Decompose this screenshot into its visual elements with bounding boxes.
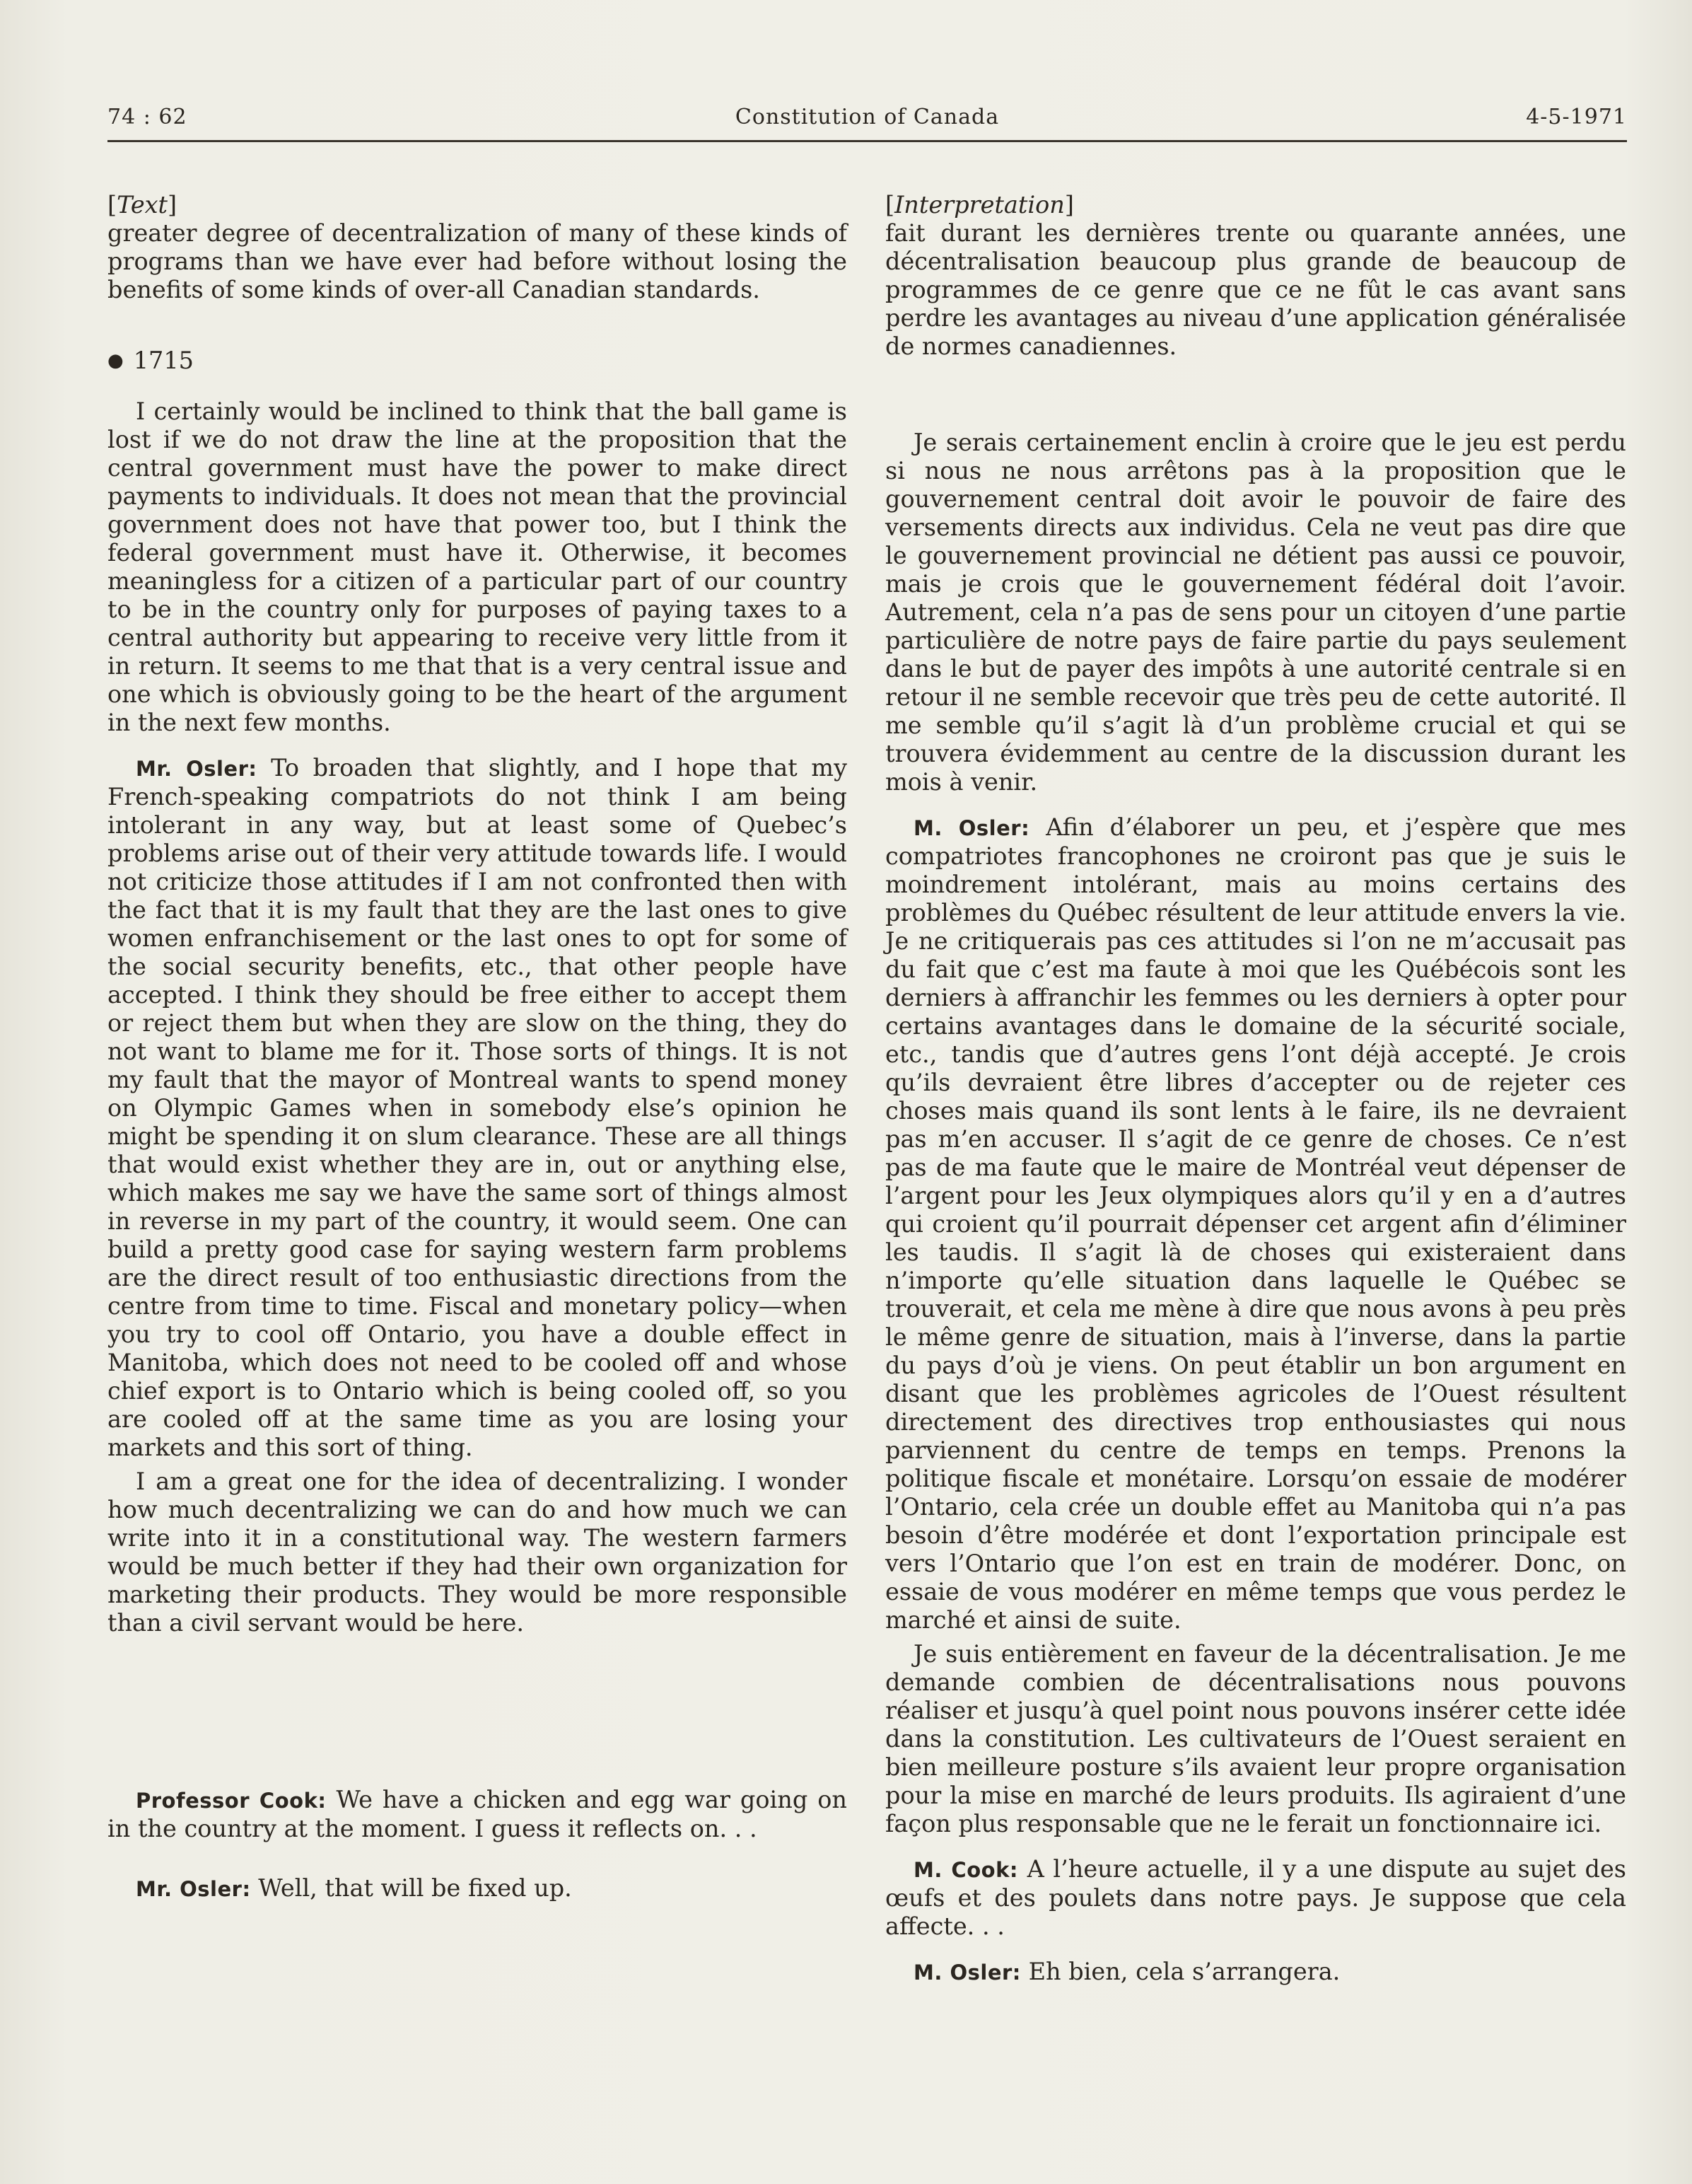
paragraph-text: To broaden that slightly, and I hope that my French-speaking compatriots do not think I am being intolerant in any way, but at least some of Quebec’s problems arise out of their very attitude towards life. I would not criticize those attitudes if I am not confronted then with the fact that it is my fault that they are the last ones to give women enfranchisement or the last ones to opt for some of the social security benefits, etc., that other people have accepted. I think they should be free either to accept them or reject them but when they are slow on the thing, they do not want to blame me for it. Those sorts of things. It is not my fault that the mayor of Montreal wants to spend money on Olympic Games when in somebody else’s opinion he might be spending it on slum clearance. These are all things that would exist whether they are in, out or anything else, which makes me say we have the same sort of things almost in reverse in my part of the country, it would seem. One can build a pretty good case for saying western farm problems are the direct result of too enthusiastic directions from the centre from time to time. Fiscal and monetary policy—when you try to cool off Ontario, you have a double effect in Manitoba, which does not need to be cooled off and whose chief export is to Ontario which is being cooled off, so you are cooled off at the same time as you are losing your markets and this sort of thing. [107,754,847,1461]
time-marker-text: 1715 [133,347,194,374]
column-label: [Text] [107,191,177,219]
time-marker [107,347,847,375]
speaker-name: Professor Cook: [136,1789,327,1813]
paragraph: fait durant les dernières trente ou quarante années, une décentralisation beaucoup plus grande de beaucoup de programmes de ce genre que ce ne fût le cas avant sans perdre les avantages au niveau d’une application généralisée de normes canadiennes. [885,219,1626,360]
paragraph-text: We have a chicken and egg war going on in the country at the moment. I guess it reflects on. . . [107,1786,847,1842]
running-title: Constitution of Canada [735,105,1000,129]
page-number: 74 : 62 [107,105,187,129]
paragraph: Je suis entièrement en faveur de la décentralisation. Je me demande combien de décentralisations nous pouvons réaliser et jusqu’à quel point nous pouvons insérer cette idée dans la constitution. Les cultivateurs de l’Ouest seraient en bien meilleure posture s’ils avaient leur propre organisation pour la mise en marché de leurs produits. Ils agiraient d’une façon plus responsable que ne le ferait un fonctionnaire ici. [885,1640,1626,1837]
column-label-text: Text [117,191,168,219]
speaker-name: M. Osler: [914,1961,1021,1985]
paragraph [885,813,1626,1634]
bullet-icon: ● [107,350,124,371]
paragraph: I certainly would be inclined to think that the ball game is lost if we do not draw the line at the proposition that the central government must have the power to make direct payments to individuals. It does not mean that the provincial government does not have that power too, but I think the federal government must have it. Otherwise, it becomes meaningless for a citizen of a particular part of our country to be in the country only for purposes of paying taxes to a central authority but appearing to receive very little from it in return. It seems to me that that is a very central issue and one which is obviously going to be the heart of the argument in the next few months. [107,397,847,736]
paragraph: greater degree of decentralization of many of these kinds of programs than we have ever had before without losing the benefits of some kinds of over-all Canadian standards. [107,219,847,303]
paragraph: Je serais certainement enclin à croire que le jeu est perdu si nous ne nous arrêtons pas à la proposition que le gouvernement central doit avoir le pouvoir de faire des versements directs aux individus. Cela ne veut pas dire que le gouvernement provincial ne détient pas aussi ce pouvoir, mais je crois que le gouvernement fédéral doit l’avoir. Autrement, cela n’a pas de sens pour un citoyen d’une partie particulière de notre pays de faire partie du pays seulement dans le but de payer des impôts à une autorité centrale si en retour il ne semble recevoir que très peu de cette autorité. Il me semble qu’il s’agit là d’un problème crucial et qui se trouvera évidemment au centre de la discussion durant les mois à venir. [885,429,1626,796]
paragraph [107,1874,847,1903]
paragraph-text: Well, that will be fixed up. [258,1874,572,1902]
header-rule [107,140,1627,142]
speaker-name: M. Cook: [914,1858,1018,1882]
paragraph [107,1786,847,1843]
paragraph [885,1958,1626,1987]
column-label-text: Interpretation [894,191,1065,219]
paragraph-text: Afin d’élaborer un peu, et j’espère que mes compatriotes francophones ne croiront pas que je suis le moindrement intolérant, mais au moins certains des problèmes du Québec résultent de leur attitude envers la vie. Je ne critiquerais pas ces attitudes si l’on ne m’accusait pas du fait que c’est ma faute à moi que les Québécois sont les derniers à affranchir les femmes ou les derniers à opter pour certains avantages dans le domaine de la sécurité sociale, etc., tandis que d’autres gens l’ont déjà accepté. Je crois qu’ils devraient être libres d’accepter ou de rejeter ces choses mais quand ils sont lents à le faire, ils ne devraient pas m’en accuser. Il s’agit de ce genre de choses. Ce n’est pas de ma faute que le maire de Montréal veut dépenser de l’argent pour les Jeux olympiques alors qu’il y en a d’autres qui croient qu’il pourrait dépenser cet argent afin d’éliminer les taudis. Il s’agit là de choses qui existeraient dans n’importe qu’elle situation dans laquelle le Québec se trouverait, et cela me mène à dire que nous avons à peu près le même genre de situation, mais à l’inverse, dans la partie du pays d’où je viens. On peut établir un bon argument en disant que les problèmes agricoles de l’Ouest résultent directement des directives trop enthousiastes qui nous parviennent du centre de temps en temps. Prenons la politique fiscale et monétaire. Lorsqu’on essaie de modérer l’Ontario, cela crée un double effet au Manitoba qui n’a pas besoin d’être modérée et dont l’exportation principale est vers l’Ontario que l’on est en train de modérer. Donc, on essaie de vous modérer en même temps que vous perdez le marché et ainsi de suite. [885,813,1626,1634]
french-column [885,191,1626,1987]
english-column [107,191,847,1903]
paragraph-text: A l’heure actuelle, il y a une dispute au sujet des œufs et des poulets dans notre pays. Je suppose que cela affecte. . . [885,1855,1626,1940]
paragraph-text: Eh bien, cela s’arrangera. [1028,1958,1341,1985]
column-label: [Interpretation] [885,191,1074,219]
paragraph [107,754,847,1462]
speaker-name: Mr. Osler: [136,1877,251,1901]
header-date: 4-5-1971 [1526,105,1627,129]
speaker-name: Mr. Osler: [136,757,257,781]
paragraph: I am a great one for the idea of decentralizing. I wonder how much decentralizing we can do and how much we can write into it in a constitutional way. The western farmers would be much better if they had their own organization for marketing their products. They would be more responsible than a civil servant would be here. [107,1468,847,1637]
paragraph [885,1855,1626,1941]
page-header [107,105,1627,141]
speaker-name: M. Osler: [914,816,1030,840]
